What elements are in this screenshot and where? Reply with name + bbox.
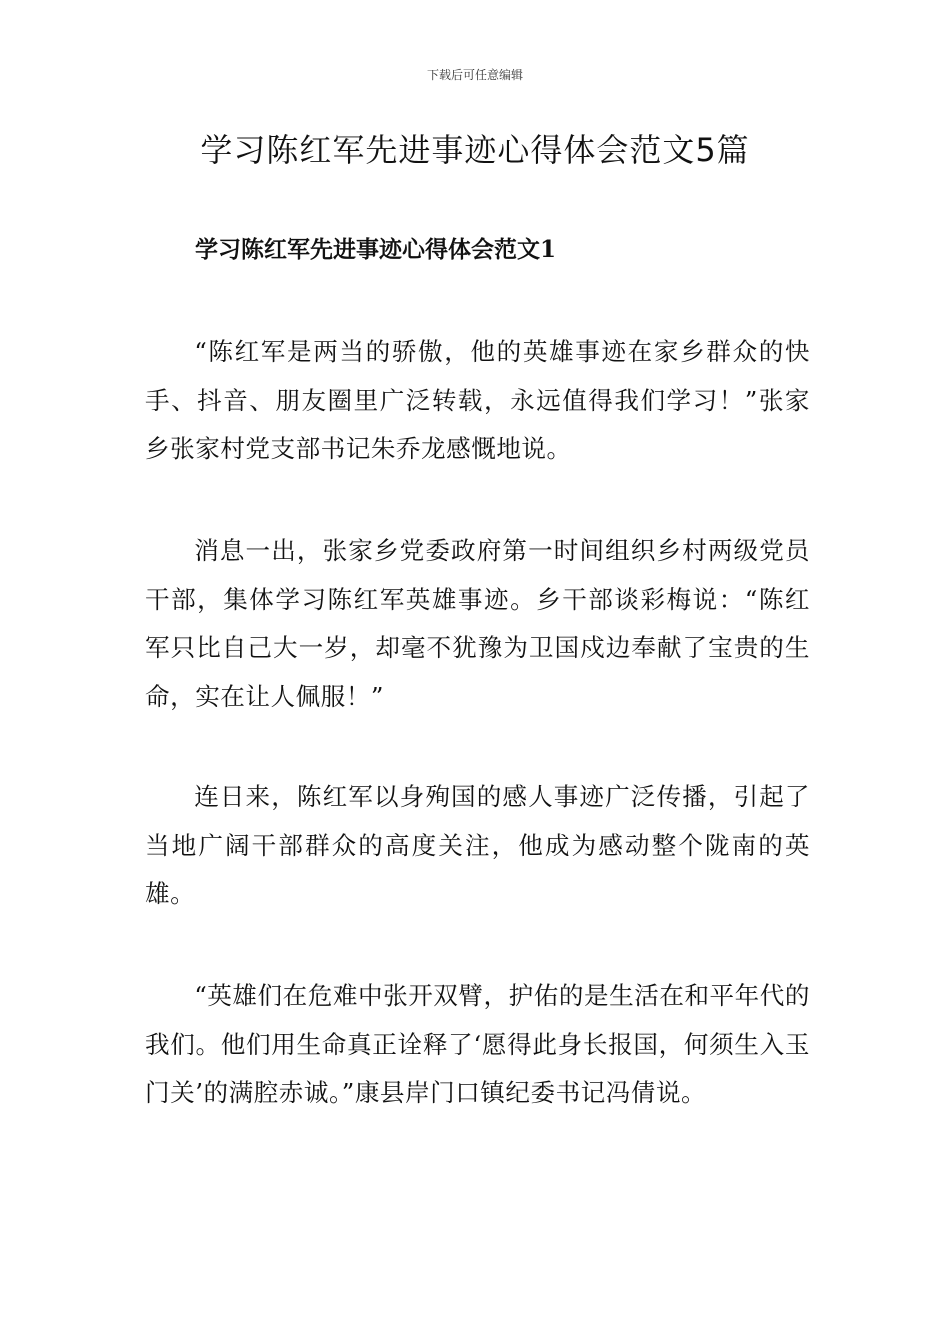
paragraph-2: 消息一出，张家乡党委政府第一时间组织乡村两级党员干部，集体学习陈红军英雄事迹。乡干部谈彩梅说：“陈红军只比自己大一岁，却毫不犹豫为卫国戍边奉献了宝贵的生命，实在让人佩服！”: [145, 536, 810, 711]
document-title: 学习陈红军先进事迹心得体会范文5篇: [200, 131, 750, 169]
header-note: 下载后可任意编辑: [426, 68, 523, 82]
paragraph-4: “英雄们在危难中张开双臂，护佑的是生活在和平年代的我们。他们用生命真正诠释了‘愿得此身长报国，何须生入玉门关’的满腔赤诚。”康县岸门口镇纪委书记冯倩说。: [145, 981, 810, 1108]
paragraph-1: “陈红军是两当的骄傲，他的英雄事迹在家乡群众的快手、抖音、朋友圈里广泛转载，永远值得我们学习！”张家乡张家村党支部书记朱乔龙感慨地说。: [145, 337, 810, 464]
paragraph-3: 连日来，陈红军以身殉国的感人事迹广泛传播，引起了当地广阔干部群众的高度关注，他成为感动整个陇南的英雄。: [145, 782, 810, 909]
section-heading: 学习陈红军先进事迹心得体会范文1: [195, 236, 557, 263]
